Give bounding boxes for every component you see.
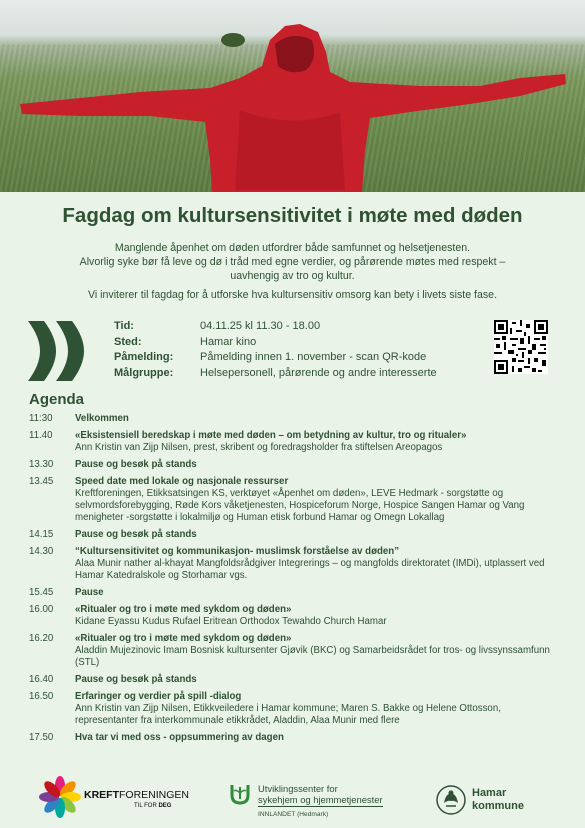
agenda-time: 11.40 [29,429,53,441]
agenda-heading: Pause og besøk på stands [75,458,197,470]
agenda-item [29,732,559,744]
agenda-item [29,529,559,541]
page-title: Fagdag om kultursensitivitet i møte med døden [62,204,523,227]
usht-region: INNLANDET (Hedmark) [258,811,329,818]
agenda-item [29,546,559,583]
agenda-title: Agenda [29,391,85,408]
invite-text: Vi inviterer til fagdag for å utforske hva kultursensitiv omsorg kan bety i livets siste fase. [87,289,498,302]
usht-line: sykehjem og hjemmetjenester [258,794,383,805]
agenda-heading: “Kultursensitivitet og kommunikasjon- muslimsk forståelse av døden” [75,545,400,557]
agenda-heading: Pause og besøk på stands [75,529,197,540]
intro-line: uavhengig av tro og kultur. [230,269,355,282]
tagline-bold: DEG [158,803,172,809]
info-value: Påmelding innen 1. november - scan QR-kode [200,351,427,364]
logo-text-bold: KREFT [84,789,119,801]
tagline-text: TIL FOR [134,803,159,809]
agenda-heading: Speed date med lokale og nasjonale ressurser [75,475,289,487]
usht-name [258,783,383,807]
agenda-heading: Pause [75,587,104,598]
info-label: Tid: [114,320,134,332]
usht-leaf-icon [228,783,252,807]
agenda-time: 16.20 [29,632,54,644]
agenda-detail: Ann Kristin van Zijp Nilsen, Etikkveiledere i Hamar kommune; Maren S. Bakke og Helene Ottosson, representanter fra interkommunale etikkrådet, Aladdin, Alaa Munir med flere [75,703,501,727]
agenda-time: 16.40 [29,674,54,685]
logo-text: FORENINGEN [119,789,190,801]
qr-code-icon[interactable] [494,320,548,374]
kreftforeningen-name [84,789,189,801]
agenda-time: 13.45 [29,475,54,487]
info-value: 04.11.25 kl 11.30 - 18.00 [200,320,321,332]
kreftforeningen-tagline [134,803,171,809]
agenda-detail: Kidane Eyassu Kudus Rufael Eritrean Orthodox Tewahdo Church Hamar [75,616,387,627]
agenda-time: 13.30 [29,458,54,470]
agenda-heading: «Ritualer og tro i møte med sykdom og døden» [75,632,292,644]
info-label: Påmelding: [114,351,174,364]
agenda-time: 14.15 [29,529,54,540]
hamar-kommune-name [472,787,524,813]
info-row-signup [114,350,437,366]
agenda-item [29,604,559,628]
hamar-line: kommune [472,800,524,812]
kreftforeningen-flower-icon [38,775,82,819]
hero-photo [0,0,585,192]
agenda-heading: Pause og besøk på stands [75,674,197,685]
agenda-time: 16.00 [29,603,54,615]
agenda-heading: Hva tar vi med oss - oppsummering av dagen [75,732,284,743]
agenda-heading: «Eksistensiell beredskap i møte med døden – om betydning av kultur, tro og ritualer» [75,429,467,441]
agenda-time: 11:30 [29,413,53,424]
agenda-time: 17.50 [29,732,54,743]
agenda-item [29,674,559,686]
agenda-time: 15.45 [29,587,54,598]
agenda-heading: «Ritualer og tro i møte med sykdom og døden» [75,603,292,615]
person-in-red-jacket [0,0,585,192]
agenda-list [29,413,559,749]
agenda-detail: Ann Kristin van Zijp Nilsen, prest, skribent og foredragsholder fra stiftelsen Areopagos [75,442,443,453]
agenda-detail: Alaa Munir nather al-khayat Mangfoldsrådgiver Integrerings – og mangfolds direktoratet (IMDi), utplassert ved Hamar Katedralskole og Storhamar vgs. [75,558,545,582]
double-chevron-icon [26,319,90,383]
agenda-item [29,691,559,728]
agenda-item [29,459,559,471]
hamar-crest-icon [436,785,466,815]
agenda-item [29,633,559,670]
agenda-item [29,587,559,599]
info-value: Hamar kino [200,335,257,348]
hamar-line: Hamar [472,787,507,799]
agenda-heading: Velkommen [75,413,129,424]
info-row-place [114,335,437,351]
agenda-time: 16.50 [29,690,54,702]
usht-line: Utviklingssenter for [258,783,338,794]
agenda-time: 14.30 [29,545,54,557]
intro-line: Alvorlig syke bør få leve og dø i tråd med egne verdier, og pårørende møtes med respekt – [79,255,506,268]
info-row-audience [114,366,437,382]
agenda-detail: Kreftforeningen, Etikksatsingen KS, verktøyet «Åpenhet om døden», LEVE Hedmark - sorgstøtte og selvmordsforebygging, Røde Kors våketjenesten, Hospiceforum Norge, Hospice Sangen Hamar og Vang menigheter -sorgstøtte i lokalmiljø og Human etisk forbund Hamar og Omegn Lokallag [75,487,525,524]
intro-line: Manglende åpenhet om døden utfordrer både samfunnet og helsetjenesten. [114,242,471,254]
info-value: Helsepersonell, pårørende og andre interesserte [200,366,437,379]
agenda-detail: Aladdin Mujezinovic Imam Bosnisk kultursenter Gjøvik (BKC) og Samarbeidsrådet for tros- og livssynssamfunn (STL) [75,645,550,669]
info-label: Sted: [114,335,142,348]
agenda-item [29,476,559,525]
agenda-item [29,430,559,454]
event-info [114,319,437,381]
agenda-item [29,413,559,425]
info-row-time [114,319,437,335]
intro-text [30,242,555,303]
agenda-heading: Erfaringer og verdier på spill -dialog [75,690,242,702]
info-label: Målgruppe: [114,366,174,379]
